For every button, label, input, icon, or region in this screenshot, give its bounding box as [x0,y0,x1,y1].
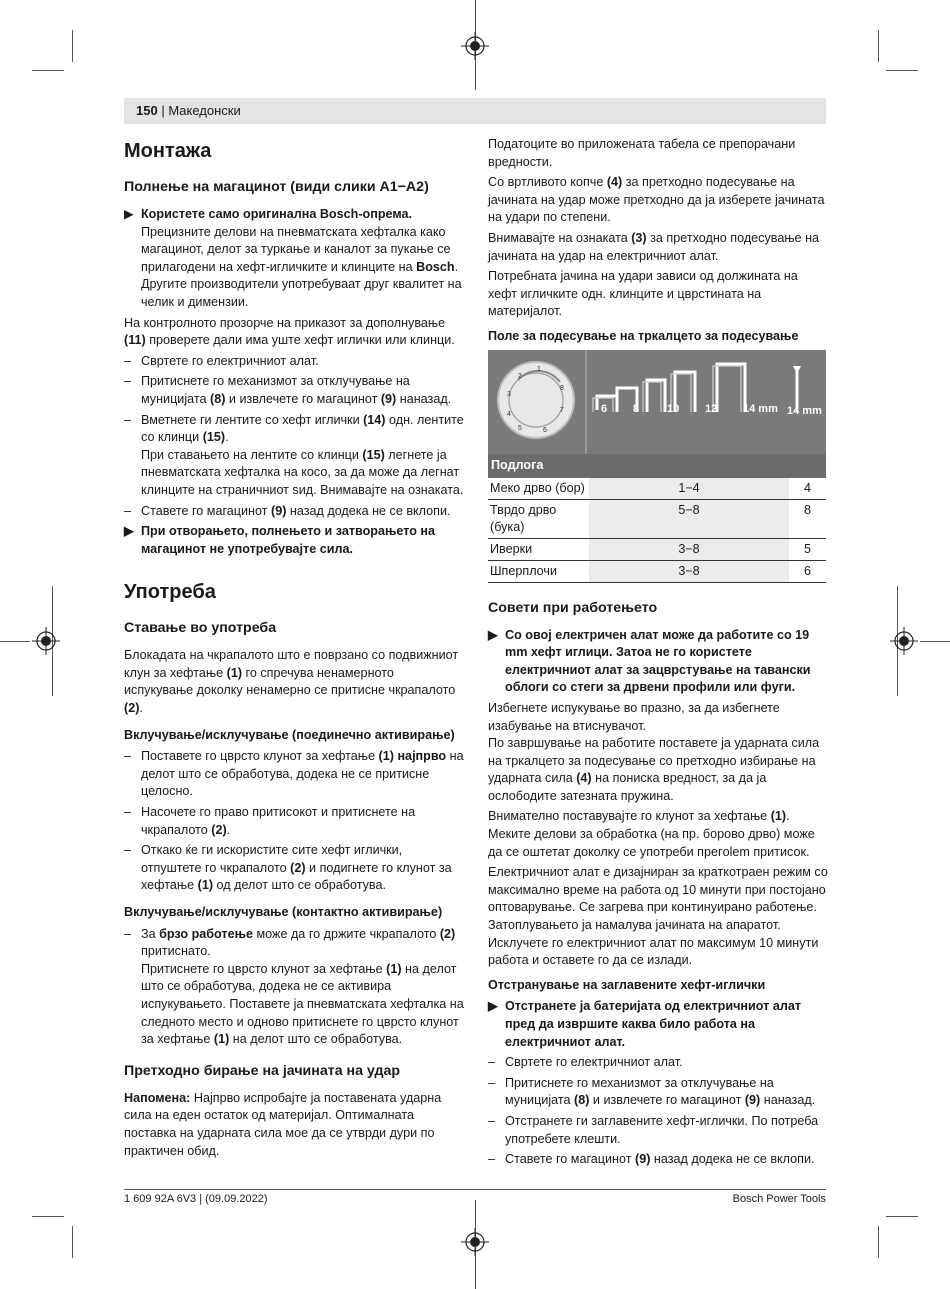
staple-label: 12 [705,402,718,415]
warning-item: ▶ Отстранете ја батеријата од електричниот алат пред да извршите каква било работа на електричниот алат. [488,999,801,1049]
paragraph: Внимателно поставувајте го клунот за хефтање (1). Меките делови за обработка (на пр. борово дрво) може да се оштетат доколку се употреби прегolem притисок. [488,809,815,859]
step-item: – Притиснете го механизмот за отклучување на муницијата (8) и извлечете го магацинот (9) наназад. [124,374,452,406]
dial-number: 2 [518,372,522,380]
settings-table [488,478,826,583]
section-title-montaza: Монтажа [124,140,212,162]
table-row: Тврдо дрво (бука) 5−8 8 [488,499,826,538]
crop-mark [72,30,73,62]
warning-bold: Користете само оригинална Bosch-опрема. [141,207,412,221]
triangle-bullet-icon: ▶ [124,524,134,539]
dial-number: 3 [507,390,511,398]
crop-mark [878,1226,879,1258]
dial-number: 6 [543,426,547,434]
right-column [488,136,830,1172]
settings-figure [488,350,826,478]
crop-mark [886,1216,918,1217]
page-header-text: 150 | Македонски [136,103,241,118]
heading-vkluchuvanje-1: Вклучување/исклучување (поединечно активирање) [124,727,455,742]
paragraph: По завршување на работите поставете ја ударната сила на тркалцето за подесување со претходно избирање на ударната сила (4) на пониска вредност, за да ја ослободите затезната пружина. [488,736,820,803]
left-column [124,138,466,1163]
crop-mark [0,641,30,642]
paragraph: Избегнете испукување во празно, за да избегнете изабување на втиснувачот. [488,700,780,733]
table-row: Меко дрво (бор) 1−4 4 [488,478,826,500]
crop-mark [72,1226,73,1258]
registration-mark-icon [32,627,60,655]
step-item: – Свртете го електричниот алат. [488,1055,683,1070]
warning-text: Прецизните делови на пневматската хефталка како магацинот, делот за туркање и каналот за пукање се прилагодени на хефт-игличките и клинците на [141,224,451,274]
staple-label: 6 [601,402,608,415]
warning-item: ▶ Со овој електричен алат може да работите со 19 mm хефт иглици. Затоа не го користете електричниот алат за зацврстување на тавански облоги со стеги за дрвени профили или фуги. [488,627,811,695]
publisher-name: Bosch Power Tools [732,1193,826,1205]
page-header [124,98,826,124]
crop-mark [32,1216,64,1217]
step-item: – Притиснете го механизмот за отклучување на муницијата (8) и извлечете го магацинот (9) наназад. [488,1075,816,1108]
heading-polnenje: Полнење на магацинот (види слики A1−A2) [124,179,429,195]
dial-number: 8 [560,384,564,392]
dial-number: 5 [518,424,522,432]
staple-label: 8 [633,402,640,415]
step-item: – Отстранете ги заглавените хефт-иглички. По потреба употребете клешти. [488,1113,819,1146]
page-footer [124,1189,826,1205]
step-item: – Ставете го магацинот (9) назад додека не се вклопи. [124,503,451,518]
heading-stavanje: Ставање во употреба [124,620,277,637]
paragraph: Внимавајте на ознаката (3) за претходно подесување на јачината на удар на електричниот алат. [488,230,820,263]
language-label: Македонски [168,103,241,118]
heading-soveti: Совети при работењето [488,599,658,616]
registration-mark-icon [890,627,918,655]
step-item: – За брзо работење може да го држите чкрапалото (2) притиснато. Притиснете го цврсто клунот за хефтање (1) на делот што се обработува, додека не се активира испукувањето. Поставете ја пневматската хефталка на следното место и одново притиснете го цврсто клунот за хефтање (1) на делот што се обработува. [124,926,464,1047]
registration-mark-icon [461,32,489,60]
dial-number: 4 [507,410,511,418]
brand-name: Bosch [416,259,455,274]
subheader-label: Подлога [491,457,544,472]
warning-text: . Другите производители употребуваат друг квалитет на челик и димензии. [141,259,462,309]
dial-number: 1 [537,365,541,373]
paragraph: Податоците во приложената табела се препорачани вредности. [488,137,796,169]
table-title: Поле за подесување на тркалцето за подесување [488,328,799,343]
warning-item [124,206,466,312]
staple-label: 14 mm [787,404,822,417]
paragraph: Со вртливото копче (4) за претходно подесување на јачината на удар може претходно да ја изберете јачината на удари по степени. [488,175,825,225]
paragraph: На контролното прозорче на приказот за дополнување (11) проверете дали има уште хефт иглички или клинци. [124,315,455,348]
dial-number: 7 [560,406,564,414]
paragraph: Потребната јачина на удари зависи од должината на хефт игличките одн. клинците и цврстината на материјалот. [488,269,798,319]
crop-mark [32,70,64,71]
page-number: 150 [136,103,158,118]
warning-item: ▶ При отворањето, полнењето и затворањето на магацинот не употребувајте сила. [124,524,436,556]
step-item: – Вметнете ги лентите со хефт иглички (14) одн. лентите со клинци (15). При ставањето на лентите со клинци (15) легнете ја пневматската хефталка на косо, за да може да легнат клинците на страничниот ѕид. Внимавајте на ознаката. [124,412,464,497]
crop-mark [878,30,879,62]
step-item: – Поставете го цврсто клунот за хефтање (1) најпрво на делот што се обработува, додека не се притисне целосно. [124,749,464,799]
section-title-upotreba: Употреба [124,581,216,604]
table-subheader [488,454,826,478]
step-item: – Откако ќе ги искористите сите хефт иглички, отпуштете го чкрапалото (2) и подигнете го клунот за хефтање (1) од делот што се обработува. [124,843,452,893]
table-row: Шперплочи 3−8 6 [488,560,826,582]
step-item: – Ставете го магацинот (9) назад додека не се вклопи. [488,1152,815,1167]
paragraph: Електричниот алат е дизајниран за краткотраен режим со максимално време на работа од 10 минути при постојано оптоварување. Се загрева при континуирано работење. Затоплувањето ја намалува јачината на апаратот. Исклучете го електричниот алат по максимум 10 минути работа и оставете го да се излади. [488,865,828,968]
dial-icon [488,350,585,454]
crop-mark [886,70,918,71]
triangle-bullet-icon: ▶ [488,627,498,642]
table-row: Иверки 3−8 5 [488,538,826,560]
crop-mark [920,641,950,642]
step-item: – Свртете го електричниот алат. [124,353,319,368]
paragraph: Блокадата на чкрапалото што е поврзано со подвижниот клун за хефтање (1) го спречува ненамерното испукување доколку ненамерно се притисне чкрапалото (2). [124,648,459,716]
heading-vkluchuvanje-2: Вклучување/исклучување (контактно активирање) [124,905,443,919]
staples-illustration [587,350,826,454]
heading-pretodno: Претходно бирање на јачината на удар [124,1062,401,1079]
registration-mark-icon [461,1228,489,1256]
staple-label: 10 [667,402,680,415]
staple-label: 14 mm [743,402,778,415]
paragraph: Напомена: Најпрво испробајте ја поставената ударна сила на еден остаток од материјал. Оптималната поставка на ударната сила мое да се утврди дури по практичен обид. [124,1090,442,1158]
triangle-bullet-icon: ▶ [488,999,498,1014]
step-item: – Насочете го право притисокот и притиснете на чкрапалото (2). [124,805,416,837]
triangle-bullet-icon: ▶ [124,207,134,221]
document-number: 1 609 92A 6V3 | (09.09.2022) [124,1193,268,1205]
heading-otstranuvanje: Отстранување на заглавените хефт-иглички [488,977,766,992]
